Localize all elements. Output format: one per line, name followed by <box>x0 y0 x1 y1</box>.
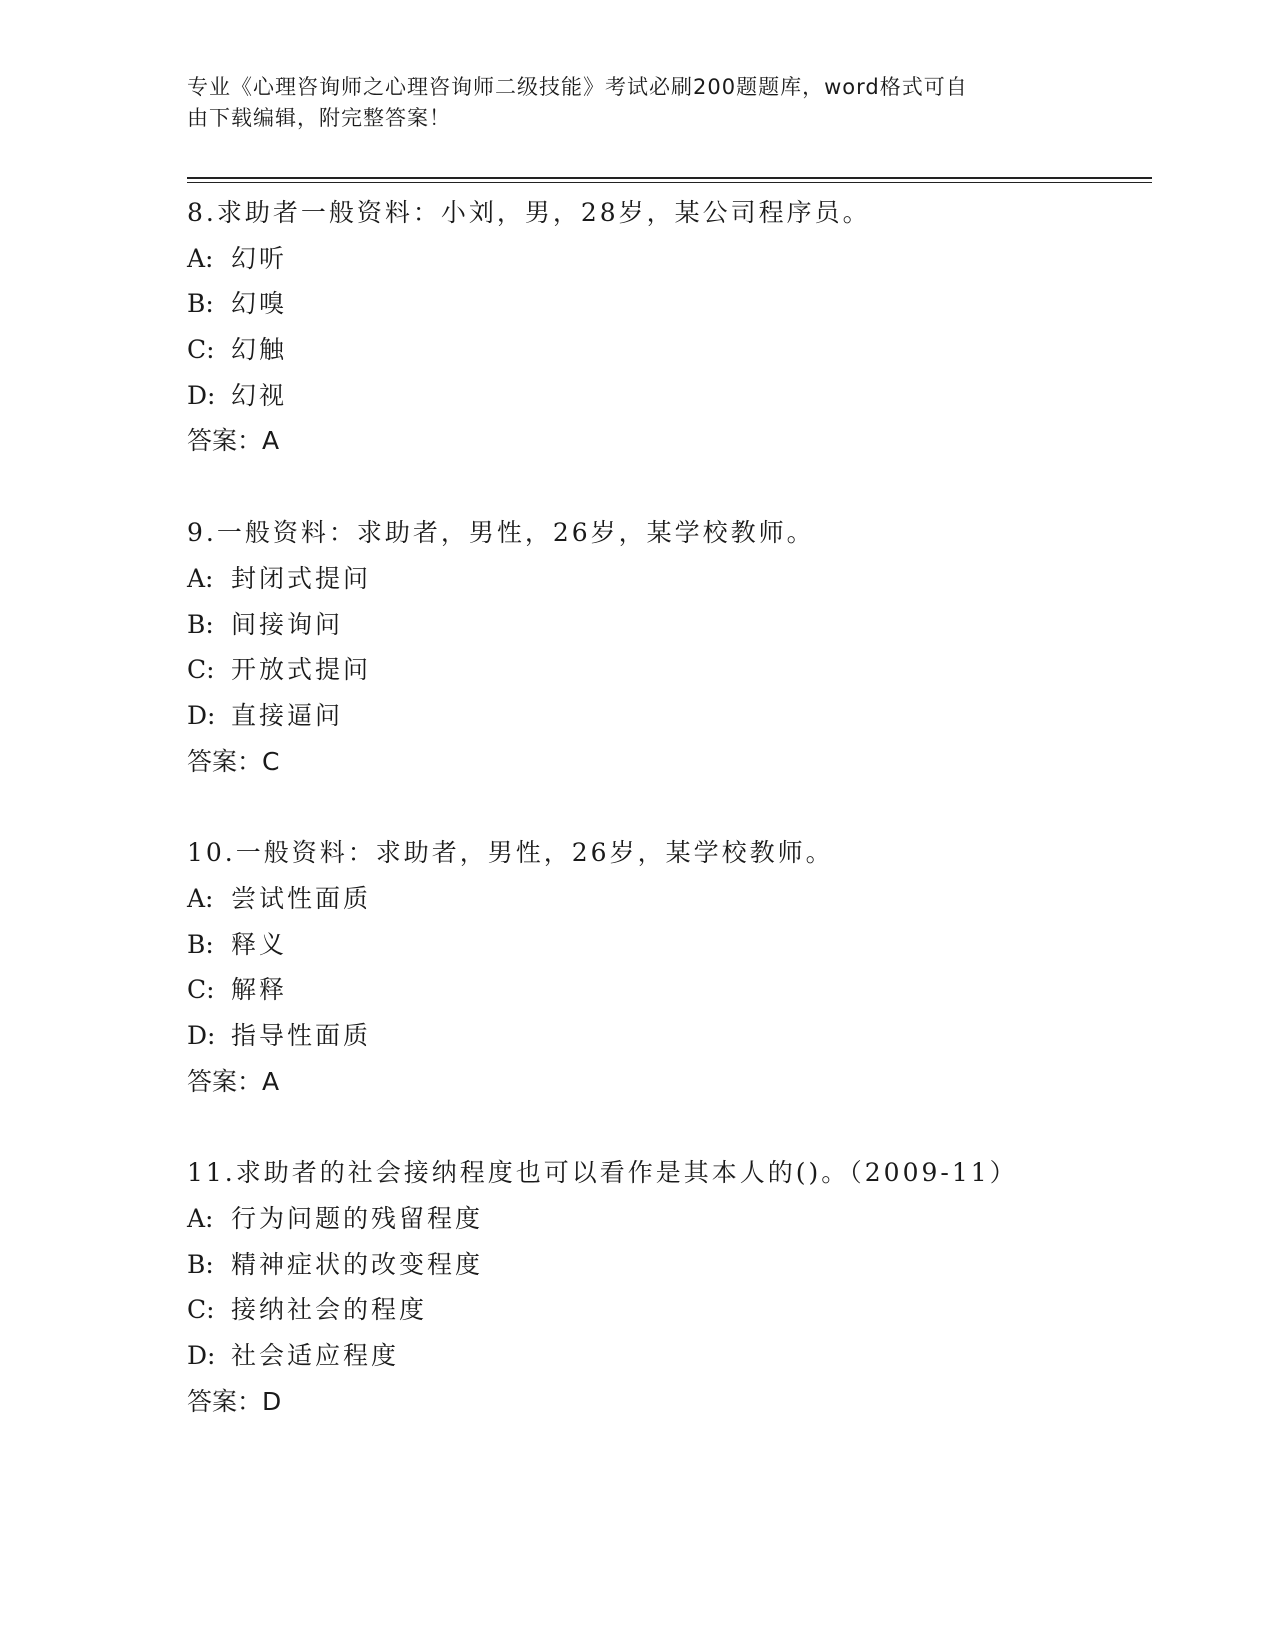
option-letter: C: <box>187 1295 215 1325</box>
option-text: 直接逼问 <box>231 700 344 730</box>
question-number: 10. <box>187 838 236 868</box>
question-stem <box>187 1150 1152 1196</box>
option-b <box>187 922 1152 968</box>
question-stem <box>187 830 1152 876</box>
header-line-2: 由下载编辑，附完整答案！ <box>187 106 451 130</box>
question-stem <box>187 190 1152 236</box>
option-a <box>187 1196 1152 1242</box>
option-c <box>187 1287 1152 1333</box>
option-c <box>187 967 1152 1013</box>
question-item <box>187 510 1152 784</box>
answer-line <box>187 739 1152 785</box>
option-d <box>187 373 1152 419</box>
option-a <box>187 556 1152 602</box>
question-number: 8. <box>187 198 217 227</box>
option-text: 释义 <box>231 929 288 959</box>
option-b <box>187 281 1152 327</box>
option-letter: B: <box>187 289 214 319</box>
option-letter: D: <box>187 700 216 730</box>
question-number: 11. <box>187 1158 236 1188</box>
answer-label: 答案： <box>187 1386 263 1416</box>
question-number: 9. <box>187 518 217 548</box>
option-letter: C: <box>187 655 215 685</box>
question-item <box>187 830 1152 1104</box>
option-text: 指导性面质 <box>231 1021 372 1050</box>
option-text: 社会适应程度 <box>231 1341 400 1371</box>
option-letter: D: <box>187 1341 216 1371</box>
answer-line <box>187 418 1152 464</box>
option-d <box>187 1013 1152 1059</box>
option-b <box>187 1242 1152 1288</box>
answer-value: D <box>262 1386 282 1416</box>
answer-line <box>187 1059 1152 1105</box>
option-d <box>187 693 1152 739</box>
option-letter: D: <box>187 380 216 410</box>
option-text: 幻听 <box>231 243 288 273</box>
option-letter: B: <box>187 1249 214 1279</box>
option-text: 封闭式提问 <box>231 563 372 593</box>
header-line-1: 专业《心理咨询师之心理咨询师二级技能》考试必刷200题题库，word格式可自 <box>187 75 968 99</box>
question-text: 求助者的社会接纳程度也可以看作是其本人的()。（2009-11） <box>235 1158 1018 1188</box>
option-letter: B: <box>187 929 214 959</box>
question-item <box>187 190 1152 464</box>
answer-label: 答案： <box>187 746 263 776</box>
option-letter: B: <box>187 609 214 639</box>
question-text: 求助者一般资料：小刘，男，28岁，某公司程序员。 <box>216 198 871 227</box>
answer-line <box>187 1379 1152 1425</box>
option-letter: A: <box>187 563 214 593</box>
option-letter: A: <box>187 243 214 273</box>
option-letter: C: <box>187 975 215 1005</box>
option-text: 幻触 <box>231 335 288 365</box>
option-letter: C: <box>187 335 215 365</box>
option-d <box>187 1333 1152 1379</box>
option-text: 尝试性面质 <box>231 883 372 913</box>
question-text: 一般资料：求助者，男性，26岁，某学校教师。 <box>216 518 815 548</box>
option-text: 开放式提问 <box>231 655 372 685</box>
option-letter: A: <box>187 1204 214 1234</box>
option-text: 幻视 <box>231 380 288 410</box>
option-text: 解释 <box>231 975 288 1005</box>
option-a <box>187 876 1152 922</box>
option-text: 间接询问 <box>231 609 344 639</box>
option-a <box>187 236 1152 282</box>
header-divider-thick <box>187 177 1152 179</box>
header-divider-thin <box>187 182 1152 183</box>
question-text: 一般资料：求助者，男性，26岁，某学校教师。 <box>235 838 834 868</box>
answer-value: C <box>262 746 280 776</box>
option-text: 行为问题的残留程度 <box>231 1204 484 1234</box>
answer-label: 答案： <box>187 1066 263 1096</box>
answer-value: A <box>262 426 280 456</box>
question-stem <box>187 510 1152 556</box>
answer-label: 答案： <box>187 426 263 456</box>
option-text: 幻嗅 <box>231 289 288 319</box>
question-list <box>187 190 1152 1471</box>
option-letter: A: <box>187 883 214 913</box>
option-text: 接纳社会的程度 <box>231 1295 428 1325</box>
option-c <box>187 647 1152 693</box>
option-c <box>187 327 1152 373</box>
option-text: 精神症状的改变程度 <box>231 1249 484 1279</box>
document-header <box>187 72 1067 134</box>
option-letter: D: <box>187 1021 216 1050</box>
answer-value: A <box>262 1066 280 1096</box>
question-item <box>187 1150 1152 1424</box>
option-b <box>187 602 1152 648</box>
